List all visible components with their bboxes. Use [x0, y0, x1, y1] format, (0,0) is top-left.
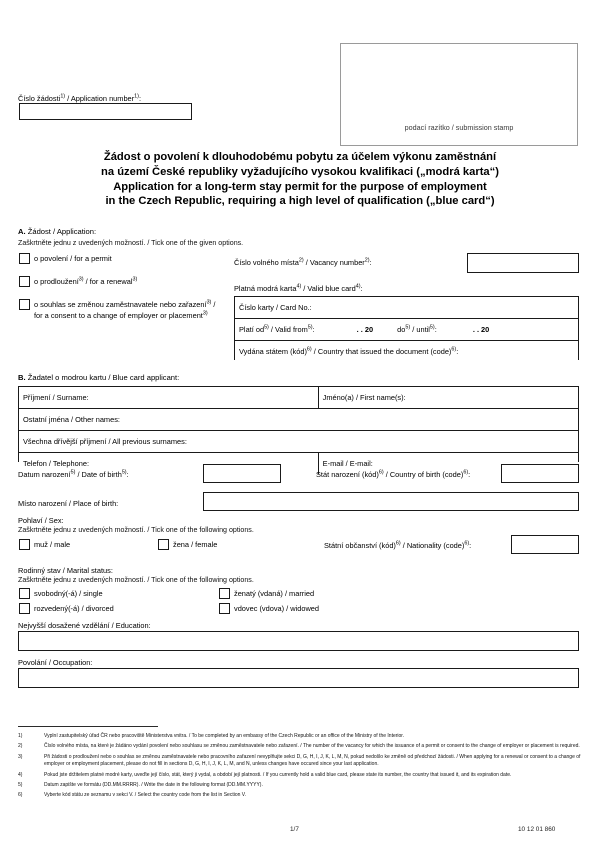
- valid-from-label: Platí od: [239, 324, 265, 334]
- footnote-text: Při žádosti o prodloužení nebo o souhlas se změnou zaměstnavatele nebo pracovního zařazení nevyplňujte sekci D, G, H, I, J, K, L, M, N, pokud nedošlo ke změně od předchozí žádosti. / When applying for a renewal or consent to a change of employer or employment placement, please do not fill in sections D, G, H, I, J, K, L, M, and N, unless changes have occured since your last application.: [44, 753, 581, 768]
- footnote-number: 4): [18, 771, 23, 778]
- footnote-ref-5c: 5): [405, 324, 411, 331]
- occupation-input[interactable]: [18, 668, 579, 688]
- place-of-birth-label: Místo narození / Place of birth:: [18, 499, 119, 508]
- footnote-item: [18, 792, 583, 799]
- footnote-item: [18, 733, 583, 740]
- telephone-label: Telefon / Telephone:: [23, 458, 90, 468]
- footnote-ref-6c: 6): [378, 469, 384, 476]
- sex-female-label: žena / female: [173, 540, 218, 549]
- email-label: E-mail / E-mail:: [322, 458, 373, 468]
- title-cz-line2: na území České republiky vyžadujícího vysokou kvalifikaci („modrá karta“): [101, 165, 499, 178]
- footnote-text: Pokud jste držitelem platné modré karty, uveďte její číslo, stát, který ji vydal, a období její platnosti. / If you currently hold a valid blue card, please state its number, the country that issued it, and its expiration date.: [44, 771, 512, 778]
- issued-by-label: Vydána státem (kód): [239, 346, 307, 356]
- table-row-other-names[interactable]: [19, 409, 578, 431]
- application-number-input[interactable]: [19, 103, 192, 120]
- marital-widowed-label: vdovec (vdova) / widowed: [234, 604, 320, 613]
- footnote-ref-3b: 3): [132, 276, 138, 283]
- footnote-ref-5e: 5): [70, 469, 76, 476]
- option-renewal-label-en: / for a renewal: [83, 277, 133, 286]
- sex-male-label: muž / male: [34, 540, 71, 549]
- option-permit-label: o povolení / for a permit: [34, 254, 112, 263]
- footnote-text: Vyberte kód státu ze seznamu v sekci V. / Select the country code from the list in Section V.: [44, 792, 247, 799]
- valid-from-date[interactable]: . . 20: [356, 324, 374, 334]
- section-b-heading: [18, 373, 179, 382]
- footnote-text: Číslo volného místa, na které je žádáno vydání povolení nebo souhlasu se změnou zaměstnavatele nebo zařazení. / The number of the vacancy for which the issuance of a permit or consent to the change of employer or placement is required.: [44, 743, 580, 750]
- nationality-input[interactable]: [511, 535, 579, 554]
- footnote-number: 1): [18, 733, 23, 739]
- valid-blue-card-label: Platná modrá karta$^{4)}$ / Valid blue card$^{4)}$:: [234, 283, 363, 293]
- footnote-ref-3d: 3): [202, 310, 208, 317]
- checkbox-divorced[interactable]: [19, 603, 30, 614]
- dob-label: Datum narození$^{5)}$ / Date of birth$^{5)}$:: [18, 469, 129, 479]
- footnote-ref-1b: 1): [134, 93, 139, 100]
- footnote-text: Datum zapište ve formátu (DD.MM.RRRR). / Write the date in the following format (DD.MM.YYYY).: [44, 782, 263, 788]
- footnote-ref-5a: 5): [264, 324, 269, 331]
- marital-single-row[interactable]: [19, 588, 103, 599]
- checkbox-permit[interactable]: [19, 253, 30, 264]
- application-number-label: Číslo žádosti$^{1)}$ / Application number$^{1)}$:: [18, 93, 141, 103]
- footnote-number: 2): [18, 743, 23, 750]
- valid-until-label: do: [397, 324, 406, 334]
- page-number: 1/7: [290, 826, 299, 833]
- footnote-separator: [18, 726, 158, 727]
- form-code: 10 12 01 860: [518, 826, 556, 833]
- other-names-cell[interactable]: [19, 409, 578, 431]
- marital-divorced-label: rozvedený(-á) / divorced: [34, 604, 114, 613]
- footnote-ref-6b: 6): [451, 346, 457, 353]
- sex-male-row[interactable]: [19, 539, 70, 550]
- application-number-label-en: / Application number: [65, 94, 135, 103]
- table-row-issuing-country[interactable]: [235, 341, 578, 363]
- section-b-title: Žadatel o modrou kartu / Blue card applicant:: [25, 373, 180, 382]
- issuing-country-cell[interactable]: Vydána státem (kód)$^{6)}$ / Country that issued the document (code)$^{6)}$:: [239, 346, 459, 356]
- marital-married-label: ženatý (vdaná) / married: [234, 589, 315, 598]
- card-no-label: Číslo karty / Card No.:: [239, 302, 312, 312]
- footnote-ref-6e: 6): [395, 540, 401, 547]
- checkbox-female[interactable]: [158, 539, 169, 550]
- table-row-name[interactable]: [19, 387, 578, 409]
- checkbox-male[interactable]: [19, 539, 30, 550]
- checkbox-single[interactable]: [19, 588, 30, 599]
- footnote-ref-3c: 3): [206, 299, 212, 306]
- footnote-item: [18, 782, 583, 789]
- application-number-label-cz: Číslo žádosti: [18, 94, 61, 103]
- title-en-line2: in the Czech Republic, requiring a high level of qualification („blue card“): [105, 195, 495, 208]
- footnotes-list: [18, 733, 583, 803]
- other-names-label: Ostatní jména / Other names:: [23, 414, 120, 424]
- footnote-ref-2b: 2): [364, 257, 370, 264]
- blue-card-details-table: [234, 296, 579, 360]
- occupation-label: Povolání / Occupation:: [18, 658, 93, 667]
- country-of-birth-label: Stát narození (kód)$^{6)}$ / Country of birth (code)$^{6)}$:: [316, 469, 471, 479]
- table-row-previous-surnames[interactable]: [19, 431, 578, 453]
- section-a-letter: A.: [18, 227, 26, 236]
- surname-cell[interactable]: [19, 387, 318, 409]
- marital-single-label: svobodný(-á) / single: [34, 589, 103, 598]
- table-row-validity[interactable]: [235, 319, 578, 341]
- country-of-birth-input[interactable]: [501, 464, 579, 483]
- page-title: [20, 150, 580, 209]
- option-permit-row[interactable]: [19, 253, 229, 264]
- checkbox-change-employer[interactable]: [19, 299, 30, 310]
- place-of-birth-input[interactable]: [203, 492, 579, 511]
- title-en-line1: Application for a long-term stay permit for the purpose of employment: [113, 180, 487, 193]
- option-change-employer-label-en: / for a consent to a change of employer or placement: [34, 300, 216, 320]
- footnote-ref-5f: 5): [121, 469, 127, 476]
- footnote-ref-1: 1): [60, 93, 66, 100]
- footnote-ref-5d: 5): [429, 324, 435, 331]
- firstname-cell[interactable]: [318, 387, 578, 409]
- footnote-ref-6d: 6): [463, 469, 469, 476]
- marital-status-instruction: Zaškrtněte jednu z uvedených možností. / Tick one of the following options.: [18, 576, 254, 584]
- firstname-label: Jméno(a) / First name(s):: [322, 392, 406, 402]
- footnote-ref-5b: 5): [307, 324, 313, 331]
- footnote-ref-2a: 2): [298, 257, 304, 264]
- option-change-employer-row[interactable]: [19, 299, 224, 321]
- card-no-cell[interactable]: [235, 297, 578, 319]
- previous-surnames-label: Všechna dřívější příjmení / All previous surnames:: [23, 436, 187, 446]
- footnote-ref-3a: 3): [78, 276, 84, 283]
- section-b-letter: B.: [18, 373, 26, 382]
- education-input[interactable]: [18, 631, 579, 651]
- sex-female-row[interactable]: [158, 539, 217, 550]
- sex-instruction: Zaškrtněte jednu z uvedených možností. / Tick one of the following options.: [18, 526, 254, 534]
- footnote-ref-6f: 6): [464, 540, 470, 547]
- valid-until-date[interactable]: . . 20: [472, 324, 490, 334]
- footnote-ref-6a: 6): [306, 346, 312, 353]
- marital-widowed-row[interactable]: [219, 603, 319, 614]
- section-a-title: Žádost / Application:: [25, 227, 97, 236]
- option-renewal-row[interactable]: [19, 276, 229, 287]
- previous-surnames-cell[interactable]: [19, 431, 578, 453]
- footnote-item: [18, 754, 583, 769]
- validity-cell[interactable]: Platí $od^{5)}$ / Valid from$^{5)}$: . . 20 $do^{5)}$ / until$^{5)}$: . . 20: [235, 319, 578, 341]
- vacancy-number-label: Číslo volného místa$^{2)}$ / Vacancy number$^{2)}$:: [234, 257, 372, 267]
- title-cz-line1: Žádost o povolení k dlouhodobému pobytu za účelem výkonu zaměstnání: [103, 151, 497, 163]
- footnote-number: 6): [18, 792, 23, 799]
- table-row-card-no[interactable]: [235, 297, 578, 319]
- checkbox-widowed[interactable]: [219, 603, 230, 614]
- marital-married-row[interactable]: [219, 588, 314, 599]
- footnote-item: [18, 743, 583, 750]
- footnote-item: [18, 772, 583, 779]
- sex-label: Pohlaví / Sex:: [18, 516, 64, 525]
- nationality-label: Státní občanství (kód)$^{6)}$ / Nationality (code)$^{6)}$:: [324, 540, 472, 550]
- section-a-heading: [18, 227, 96, 236]
- footnote-number: 5): [18, 782, 23, 788]
- section-a-instruction: Zaškrtněte jednu z uvedených možností. / Tick one of the given options.: [18, 239, 244, 247]
- submission-stamp-label: podací razítko / submission stamp: [404, 123, 514, 132]
- footnote-text: Vyplní zastupitelský úřad ČR nebo pracoviště Ministerstva vnitra. / To be completed by an embassy of the Czech Republic or an office of the Ministry of the Interior.: [44, 733, 405, 739]
- surname-label: Příjmení / Surname:: [23, 392, 89, 402]
- applicant-names-table: [18, 386, 579, 468]
- checkbox-renewal[interactable]: [19, 276, 30, 287]
- marital-status-label: Rodinný stav / Marital status:: [18, 566, 113, 575]
- vacancy-number-input[interactable]: [467, 253, 579, 273]
- option-change-employer-label-cz: o souhlas se změnou zaměstnavatele nebo zařazení: [34, 300, 207, 309]
- education-label: Nejvyšší dosažené vzdělání / Education:: [18, 621, 151, 630]
- checkbox-married[interactable]: [219, 588, 230, 599]
- footnote-ref-4b: 4): [355, 283, 361, 290]
- submission-stamp-box: [340, 43, 578, 146]
- dob-input[interactable]: [203, 464, 281, 483]
- marital-divorced-row[interactable]: [19, 603, 114, 614]
- footnote-number: 3): [18, 753, 23, 760]
- option-renewal-label-cz: o prodloužení: [34, 277, 79, 286]
- footnote-ref-4a: 4): [296, 283, 302, 290]
